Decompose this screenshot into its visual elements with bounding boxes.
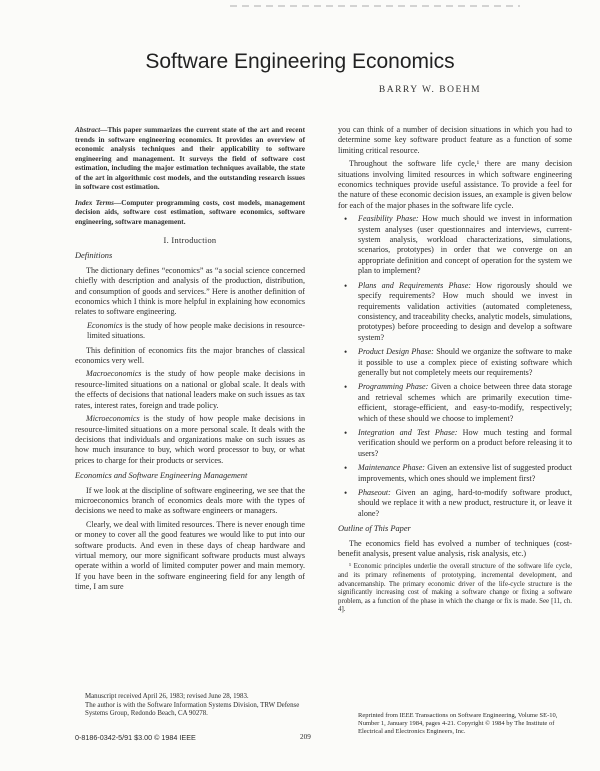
bullet-icon: •: [344, 427, 348, 438]
definition-text: is the study of how people make decisions in resource-limited situations.: [87, 320, 305, 341]
phase-label: Integration and Test Phase:: [358, 427, 458, 437]
term: Macroeconomics: [86, 369, 142, 379]
bullet-icon: •: [344, 382, 348, 393]
phase-label: Maintenance Phase:: [358, 463, 425, 473]
phase-list: [338, 214, 572, 519]
bullet-icon: •: [344, 463, 348, 474]
author-name: BARRY W. BOEHM: [378, 85, 482, 95]
subheading-outline: Outline of This Paper: [338, 524, 411, 534]
phase-label: Plans and Requirements Phase:: [358, 280, 471, 290]
scan-artifact: [230, 5, 520, 7]
phase-text: How much testing and formal verification should we perform on a product before releasing it to users?: [358, 427, 572, 458]
manuscript-note: [75, 693, 305, 719]
phase-text: Given an aging, hard-to-modify software product, should we replace it with a new product, restructure it, or leave it alone?: [358, 488, 572, 518]
phase-label: Phaseout:: [358, 488, 391, 497]
reprint-note: Reprinted from IEEE Transactions on Software Engineering, Volume SE-10, Number 1, January 1984, pages 4-21. Copyright © 1984 by The Institute of Electrical and Electronics Engineers, Inc.: [358, 712, 558, 736]
section-heading-introduction: I. Introduction: [163, 236, 217, 245]
abstract-text: —This paper summarizes the current state of the art and recent trends in software engineering economics. It provides an overview of economic analysis techniques and their applicability to software engineering and management. It surveys the field of software cost estimation, including the major estimation techniques available, the state of the art in algorithmic cost models, and the outstanding research issues in software cost estimation.: [75, 125, 305, 191]
paragraph: If we look at the discipline of software engineering, we see that the microeconomics branch of economics deals more with the types of decisions we need to make as software engineers or managers.: [75, 485, 305, 516]
phase-text: Given an extensive list of suggested product improvements, which ones should we implement first?: [358, 463, 573, 483]
paragraph: Clearly, we deal with limited resources. There is never enough time or money to cover all the good features we would like to put into our software products. And even in these days of cheap hardware and virtual memory, our more significant software products must always operate within a world of limited computer power and main memory. If you have been in the software engineering field for any length of time, I am sure: [75, 519, 305, 592]
paragraph: Throughout the software life cycle,¹ there are many decision situations involving limited resources in which software engineering economics techniques provide useful assistance. To provide a feel for the nature of these economic decision issues, an example is given below for each of the major phases in the software life cycle.: [338, 159, 572, 210]
list-item: [338, 382, 572, 424]
paragraph: you can think of a number of decision situations in which you had to determine some key software product feature as a function of some limiting critical resource.: [338, 125, 572, 155]
right-column: [338, 125, 572, 618]
list-item: [338, 463, 572, 484]
paragraph: The dictionary defines “economics” as “a social science concerned chiefly with description and analysis of the production, distribution, and consumption of goods and services.” Here is another definition of economics which I think is more helpful in explaining how economics relates to software engineering.: [75, 265, 305, 317]
subheading-economics-management: Economics and Software Engineering Management: [75, 471, 248, 481]
phase-label: Product Design Phase:: [358, 347, 434, 357]
bullet-icon: •: [344, 214, 348, 225]
phase-text: How rigorously should we specify requirements? How much should we invest in requirements validation activities (automated completeness, consistency, and traceability checks, analytic models, simulations, prototypes) before proceeding to design and develop a software system?: [358, 280, 572, 342]
abstract: [75, 125, 305, 192]
index-terms-label: Index Terms: [75, 197, 114, 207]
phase-text: How much should we invest in information system analyses (user questionnaires and interviews, current-system analysis, workload characterizations, simulations, scenarios, prototypes) in order that we converge on an appropriate definition and concept of operation for the system we plan to implement?: [358, 214, 572, 276]
index-terms-text: —Computer programming costs, cost models, management decision aids, software cost estimation, software economics, software engineering, software management.: [75, 197, 306, 226]
phase-text: Should we organize the software to make it possible to use a complex piece of existing software which generally but not completely meets our requirements?: [358, 347, 572, 377]
list-item: [338, 214, 572, 276]
paragraph: This definition of economics fits the major branches of classical economics very well.: [75, 345, 305, 366]
subheading-definitions: Definitions: [75, 251, 113, 261]
abstract-label: Abstract: [75, 125, 101, 134]
term: Microeconomics: [86, 414, 140, 424]
bullet-icon: •: [344, 488, 348, 498]
macroeconomics-paragraph: [75, 369, 305, 411]
paragraph-text: is the study of how people make decisions in resource-limited situations on a more personal scale. It deals with the decisions that individuals and organizations make on such issues as how much insurance to buy, which word processor to buy, or what prices to charge for their products or services.: [75, 414, 305, 465]
index-terms: [75, 198, 305, 227]
bullet-icon: •: [344, 347, 348, 358]
term: Economics: [87, 320, 123, 330]
left-column: [75, 125, 305, 596]
list-item: [338, 428, 572, 459]
list-item: [338, 281, 572, 343]
author-affiliation: The author is with the Software Information Systems Division, TRW Defense Systems Group, Redondo Beach, CA 90278.: [85, 701, 300, 718]
manuscript-received: Manuscript received April 26, 1983; revised June 28, 1983.: [85, 693, 249, 700]
page-number: 209: [300, 733, 311, 741]
list-item: [338, 488, 572, 519]
paper-title: Software Engineering Economics: [145, 50, 455, 73]
microeconomics-paragraph: [75, 414, 305, 466]
footnote: ¹ Economic principles underlie the overall structure of the software life cycle, and its primary refinements of prototyping, incremental development, and advancemanship. The primary economic driver of the life-cycle structure is the significantly increasing cost of making a software change or fixing a software problem, as a function of the phase in which the change or fix is made. See [11, ch. 4].: [338, 563, 572, 614]
list-item: [338, 347, 572, 378]
phase-label: Programming Phase:: [358, 382, 429, 392]
phase-text: Given a choice between three data storage and retrieval schemes which are primarily execution time-efficient, storage-efficient, and easy-to-modify, respectively; which of these should we choose to implement?: [358, 382, 572, 423]
paragraph-text: is the study of how people make decisions in resource-limited situations on a national or global scale. It deals with the effects of decisions that national leaders make on such issues as tax rates, interest rates, foreign and trade policy.: [75, 369, 306, 410]
bullet-icon: •: [344, 280, 348, 291]
economics-definition: [87, 321, 305, 342]
paragraph: The economics field has evolved a number of techniques (cost-benefit analysis, present value analysis, risk analysis, etc.): [338, 538, 572, 559]
isbn-line: 0-8186-0342-5/91 $3.00 © 1984 IEEE: [75, 733, 196, 742]
phase-label: Feasibility Phase:: [358, 214, 419, 224]
